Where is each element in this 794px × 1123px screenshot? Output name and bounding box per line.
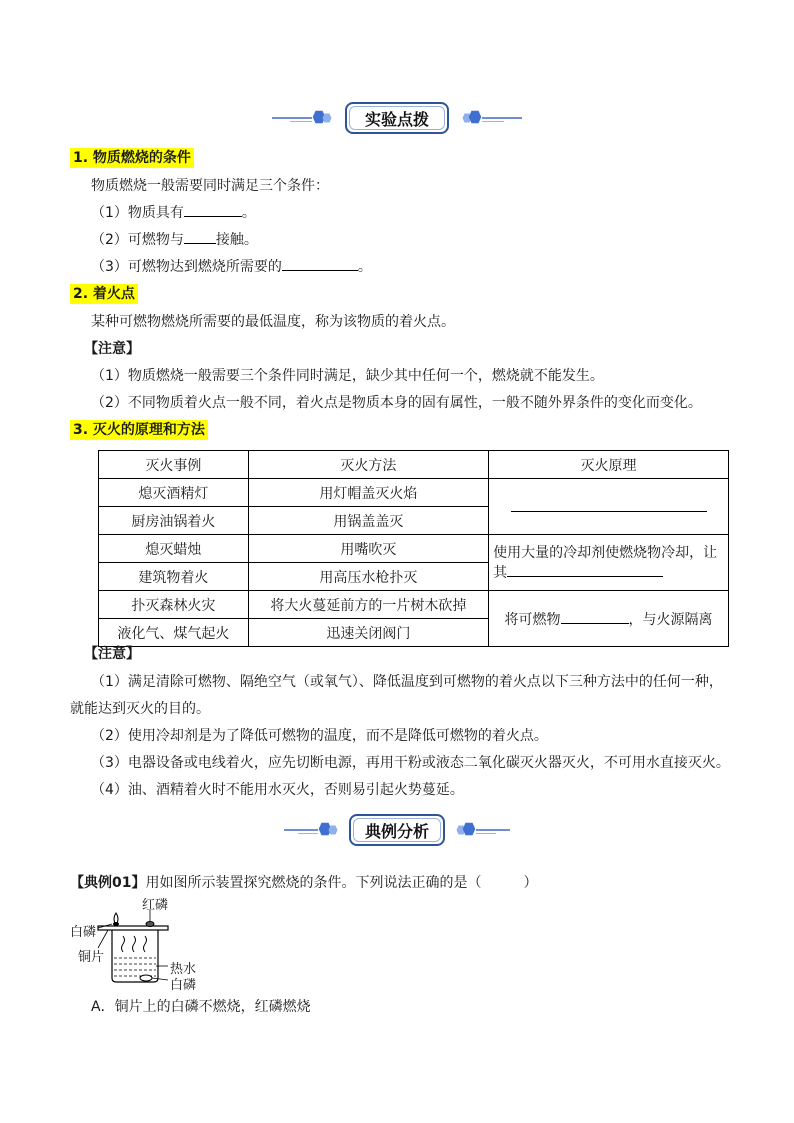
note-label: 【注意】 bbox=[84, 646, 140, 662]
note-item: （1）物质燃烧一般需要三个条件同时满足，缺少其中任何一个，燃烧就不能发生。 bbox=[91, 368, 604, 384]
note-item-continued: 就能达到灭火的目的。 bbox=[70, 701, 210, 717]
answer-blank bbox=[511, 498, 707, 512]
heading-ignition-point: 2. 着火点 bbox=[70, 284, 138, 304]
answer-blank bbox=[184, 203, 242, 217]
hexagon-icon bbox=[322, 113, 332, 123]
table-row: 液化气、煤气起火 迅速关闭阀门 bbox=[99, 619, 729, 647]
hexagon-icon bbox=[328, 825, 338, 835]
banner-line-left-thin bbox=[290, 121, 312, 122]
principle-cell-2: 使用大量的冷却剂使燃烧物冷却，让 其 bbox=[489, 535, 729, 591]
label-hot-water: 热水 bbox=[170, 962, 197, 977]
section-banner-examples bbox=[0, 812, 794, 848]
note-item: （2）不同物质着火点一般不同，着火点是物质本身的固有属性，一般不随外界条件的变化而变化。 bbox=[91, 395, 702, 411]
condition-item-2: （2）可燃物与 接触。 bbox=[91, 232, 258, 248]
extinguishing-table bbox=[98, 450, 729, 647]
note-label: 【注意】 bbox=[84, 341, 140, 357]
principle-cell-3: 将可燃物 ，与火源隔离 bbox=[489, 591, 729, 647]
note-item: （3）电器设备或电线着火，应先切断电源，再用干粉或液态二氧化碳灭火器灭火，不可用水直接灭火。 bbox=[91, 755, 730, 771]
ignition-definition: 某种可燃物燃烧所需要的最低温度，称为该物质的着火点。 bbox=[91, 314, 455, 330]
combustion-apparatus-diagram bbox=[68, 898, 208, 993]
option-a: A．铜片上的白磷不燃烧，红磷燃烧 bbox=[91, 999, 311, 1015]
table-header: 灭火方法 bbox=[248, 451, 488, 479]
answer-blank bbox=[184, 230, 216, 244]
heading-combustion-conditions: 1. 物质燃烧的条件 bbox=[70, 148, 194, 168]
table-row: 厨房油锅着火 用锅盖盖灭 bbox=[99, 507, 729, 535]
note-item: （1）满足清除可燃物、隔绝空气（或氧气）、降低温度到可燃物的着火点以下三种方法中的任何一种， bbox=[91, 674, 723, 690]
note-item: （2）使用冷却剂是为了降低可燃物的温度，而不是降低可燃物的着火点。 bbox=[91, 728, 548, 744]
banner-title: 典例分析 bbox=[365, 821, 430, 841]
principle-cell-1 bbox=[489, 479, 729, 535]
banner-title: 实验点拨 bbox=[364, 109, 429, 129]
label-red-phosphorus: 红磷 bbox=[142, 898, 169, 913]
condition-item-1: （1）物质具有 。 bbox=[91, 205, 256, 221]
banner-line-right bbox=[482, 117, 522, 119]
banner-line-right-thin bbox=[482, 121, 504, 122]
table-row: 熄灭酒精灯 用灯帽盖灭火焰 bbox=[99, 479, 729, 507]
label-white-phosphorus-top: 白磷 bbox=[70, 925, 97, 940]
label-white-phosphorus-bottom: 白磷 bbox=[170, 978, 197, 993]
intro-text: 物质燃烧一般需要同时满足三个条件： bbox=[91, 178, 329, 194]
banner-title-box bbox=[349, 814, 445, 846]
answer-blank bbox=[507, 563, 663, 577]
banner-line-left bbox=[272, 117, 312, 119]
note-item: （4）油、酒精着火时不能用水灭火，否则易引起火势蔓延。 bbox=[91, 782, 464, 798]
table-row: 熄灭蜡烛 用嘴吹灭 使用大量的冷却剂使燃烧物冷却，让 其 bbox=[99, 535, 729, 563]
table-header-row bbox=[99, 451, 729, 479]
banner-line-left bbox=[284, 829, 318, 831]
banner-line-right bbox=[476, 829, 510, 831]
banner-line-left-thin bbox=[298, 833, 318, 834]
table-header: 灭火事例 bbox=[99, 451, 249, 479]
hexagon-icon bbox=[462, 822, 476, 836]
answer-blank bbox=[561, 610, 629, 624]
answer-blank bbox=[282, 257, 358, 271]
banner-line-right-thin bbox=[476, 833, 496, 834]
section-banner-experiment bbox=[0, 100, 794, 136]
label-copper-plate: 铜片 bbox=[78, 950, 105, 965]
table-header: 灭火原理 bbox=[489, 451, 729, 479]
condition-item-3: （3）可燃物达到燃烧所需要的 。 bbox=[91, 259, 372, 275]
banner-title-box bbox=[345, 102, 449, 134]
table-row: 扑灭森林火灾 将大火蔓延前方的一片树木砍掉 将可燃物 ，与火源隔离 bbox=[99, 591, 729, 619]
example-tag: 【典例01】 bbox=[70, 875, 146, 891]
example-question: 【典例01】用如图所示装置探究燃烧的条件。下列说法正确的是（ ） bbox=[70, 875, 538, 891]
heading-extinguishing: 3. 灭火的原理和方法 bbox=[70, 420, 208, 440]
table-row: 建筑物着火 用高压水枪扑灭 bbox=[99, 563, 729, 591]
hexagon-icon bbox=[468, 110, 482, 124]
